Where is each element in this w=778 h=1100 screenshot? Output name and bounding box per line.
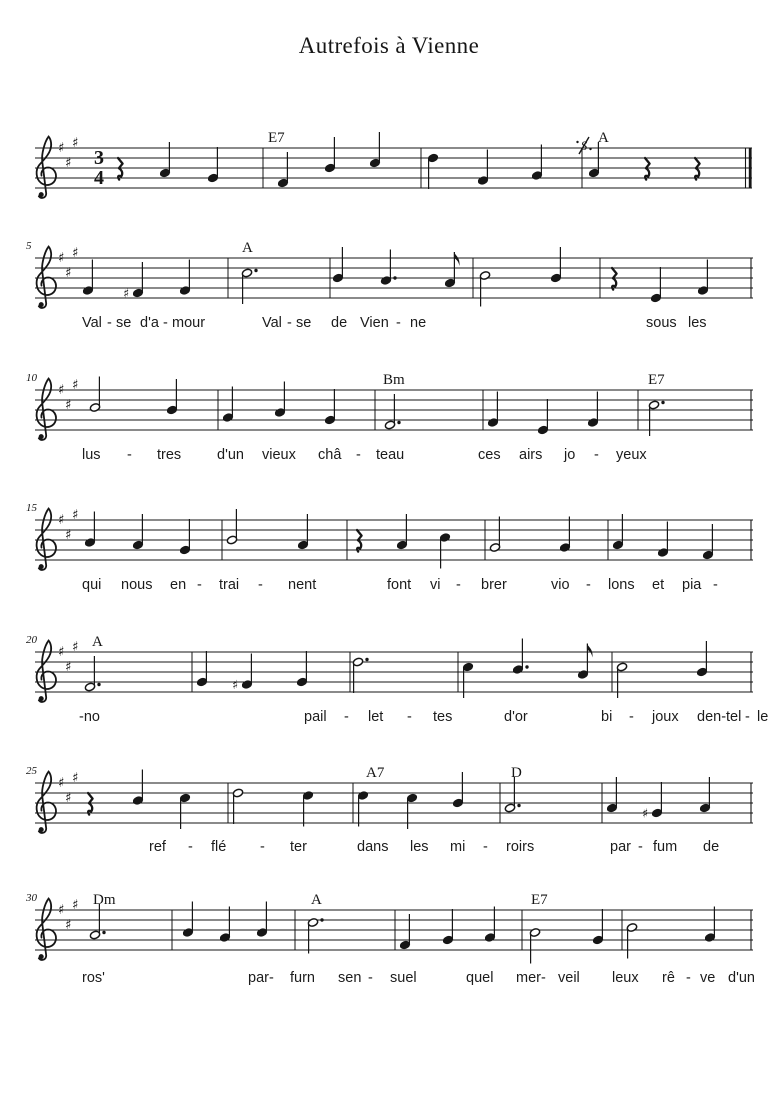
chord-symbol: E7	[531, 892, 548, 908]
lyric-hyphen: -	[594, 447, 599, 463]
lyric-syllable: par	[610, 839, 631, 855]
lyric-syllable: se	[116, 315, 132, 331]
lyric-hyphen: -	[197, 577, 202, 593]
sharp-accidental: ♯	[231, 677, 239, 692]
lyric-hyphen: -	[483, 839, 488, 855]
key-signature-sharp: ♯	[72, 135, 79, 151]
lyric-hyphen: -	[258, 577, 263, 593]
lyric-syllable: brer	[481, 577, 507, 593]
lyric-syllable: leux	[612, 970, 639, 986]
lyric-syllable: suel	[390, 970, 417, 986]
measure-number: 25	[26, 765, 37, 777]
chord-symbol: E7	[268, 130, 285, 146]
key-signature-sharp: ♯	[72, 245, 79, 261]
lyric-hyphen: -	[287, 315, 292, 331]
sharp-accidental: ♯	[641, 805, 649, 821]
lyric-syllable: Vien	[360, 315, 389, 331]
chord-symbol: A	[598, 130, 609, 146]
lyric-syllable: den-	[697, 709, 727, 725]
sharp-accidental: ♯	[122, 285, 130, 301]
key-signature-sharp: ♯	[72, 639, 79, 655]
lyric-syllable: et	[652, 577, 665, 593]
lyric-syllable: le	[757, 709, 769, 725]
measure-number: 5	[26, 240, 32, 252]
lyric-syllable: fum	[653, 839, 678, 855]
measure-number: 30	[26, 892, 37, 904]
key-signature-sharp: ♯	[65, 155, 72, 171]
key-signature-sharp: ♯	[58, 902, 65, 918]
lyric-syllable: d'un	[217, 447, 244, 463]
lyric-hyphen: -	[344, 709, 349, 725]
key-signature-sharp: ♯	[65, 917, 72, 933]
lyric-syllable: roirs	[506, 839, 535, 855]
measure-number: 10	[26, 372, 37, 384]
lyric-syllable: par-	[248, 970, 274, 986]
lyric-hyphen: -	[163, 315, 168, 331]
lyric-syllable: veil	[558, 970, 580, 986]
key-signature-sharp: ♯	[65, 527, 72, 543]
key-signature-sharp: ♯	[65, 659, 72, 675]
lyric-syllable: tes	[433, 709, 453, 725]
lyric-syllable: let	[368, 709, 384, 725]
key-signature-sharp: ♯	[72, 897, 79, 913]
lyric-syllable: teau	[376, 447, 405, 463]
lyric-syllable: mi	[450, 839, 466, 855]
lyric-syllable: en	[170, 577, 187, 593]
chord-symbol: D	[511, 765, 522, 781]
key-signature-sharp: ♯	[58, 775, 65, 791]
key-signature-sharp: ♯	[58, 250, 65, 266]
lyric-hyphen: -	[629, 709, 634, 725]
lyric-syllable: nous	[121, 577, 153, 593]
key-signature-sharp: ♯	[72, 770, 79, 786]
chord-symbol: E7	[648, 372, 665, 388]
lyric-hyphen: -	[188, 839, 193, 855]
measure-number: 15	[26, 502, 37, 514]
lyric-syllable: font	[387, 577, 412, 593]
lyric-hyphen: -	[586, 577, 591, 593]
lyric-syllable: quel	[466, 970, 494, 986]
lyric-syllable: vio	[551, 577, 570, 593]
key-signature-sharp: ♯	[58, 382, 65, 398]
lyric-syllable: rê	[662, 970, 675, 986]
lyric-syllable: mer-	[516, 970, 546, 986]
lyric-syllable: ces	[478, 447, 501, 463]
chord-symbol: A	[92, 634, 103, 650]
chord-symbol: Dm	[93, 892, 116, 908]
lyric-syllable: bi	[601, 709, 613, 725]
lyric-hyphen: -	[260, 839, 265, 855]
lyric-syllable: Val	[262, 315, 282, 331]
lyric-syllable: vieux	[262, 447, 296, 463]
lyric-syllable: ve	[700, 970, 716, 986]
lyric-syllable: vi	[430, 577, 441, 593]
lyric-syllable: d'or	[504, 709, 528, 725]
lyric-hyphen: -	[745, 709, 750, 725]
lyric-syllable: joux	[652, 709, 679, 725]
lyric-syllable: les	[688, 315, 707, 331]
lyric-hyphen: -	[396, 315, 401, 331]
lyric-syllable: sen	[338, 970, 362, 986]
piece-title: Autrefois à Vienne	[298, 33, 480, 58]
lyric-syllable: sous	[646, 315, 677, 331]
lyric-syllable: mour	[172, 315, 206, 331]
key-signature-sharp: ♯	[58, 140, 65, 156]
lyric-hyphen: -	[713, 577, 718, 593]
lyric-syllable: -no	[79, 709, 100, 725]
measure-number: 20	[26, 634, 37, 646]
key-signature-sharp: ♯	[65, 397, 72, 413]
lyric-syllable: ne	[410, 315, 427, 331]
lyric-syllable: lus	[82, 447, 101, 463]
lyric-syllable: flé	[211, 839, 227, 855]
lyric-syllable: se	[296, 315, 312, 331]
lyric-syllable: ter	[290, 839, 307, 855]
lyric-syllable: qui	[82, 577, 102, 593]
lyric-syllable: furn	[290, 970, 315, 986]
lyric-syllable: airs	[519, 447, 543, 463]
lyric-hyphen: -	[368, 970, 373, 986]
lyric-syllable: trai	[219, 577, 240, 593]
key-signature-sharp: ♯	[72, 507, 79, 523]
lyric-syllable: de	[703, 839, 720, 855]
lyric-hyphen: -	[107, 315, 112, 331]
lyric-syllable: nent	[288, 577, 317, 593]
chord-symbol: A	[242, 240, 253, 256]
lyric-hyphen: -	[456, 577, 461, 593]
time-signature-numerator: 3	[94, 147, 104, 169]
lyric-syllable: lons	[608, 577, 635, 593]
lyric-syllable: les	[410, 839, 429, 855]
lyric-syllable: tel	[726, 709, 742, 725]
lyric-syllable: châ	[318, 447, 342, 463]
svg-text:S: S	[580, 138, 588, 153]
lyric-syllable: pia	[682, 577, 702, 593]
key-signature-sharp: ♯	[65, 265, 72, 281]
lyric-syllable: dans	[357, 839, 389, 855]
lyric-syllable: d'un	[728, 970, 755, 986]
lyric-syllable: jo	[564, 447, 576, 463]
lyric-syllable: d'a	[140, 315, 159, 331]
time-signature-denominator: 4	[94, 167, 104, 189]
lyric-hyphen: -	[686, 970, 691, 986]
chord-symbol: A	[311, 892, 322, 908]
chord-symbol: A7	[366, 765, 385, 781]
lyric-hyphen: -	[127, 447, 132, 463]
lyric-syllable: pail	[304, 709, 327, 725]
chord-symbol: Bm	[383, 372, 405, 388]
lyric-syllable: yeux	[616, 447, 647, 463]
lyric-hyphen: -	[356, 447, 361, 463]
key-signature-sharp: ♯	[58, 512, 65, 528]
lyric-syllable: tres	[157, 447, 182, 463]
lyric-syllable: de	[331, 315, 348, 331]
key-signature-sharp: ♯	[72, 377, 79, 393]
lyric-syllable: Val	[82, 315, 102, 331]
lyric-syllable: ros'	[82, 970, 105, 986]
lyric-hyphen: -	[407, 709, 412, 725]
key-signature-sharp: ♯	[58, 644, 65, 660]
lyric-hyphen: -	[638, 839, 643, 855]
key-signature-sharp: ♯	[65, 790, 72, 806]
lyric-syllable: ref	[149, 839, 166, 855]
